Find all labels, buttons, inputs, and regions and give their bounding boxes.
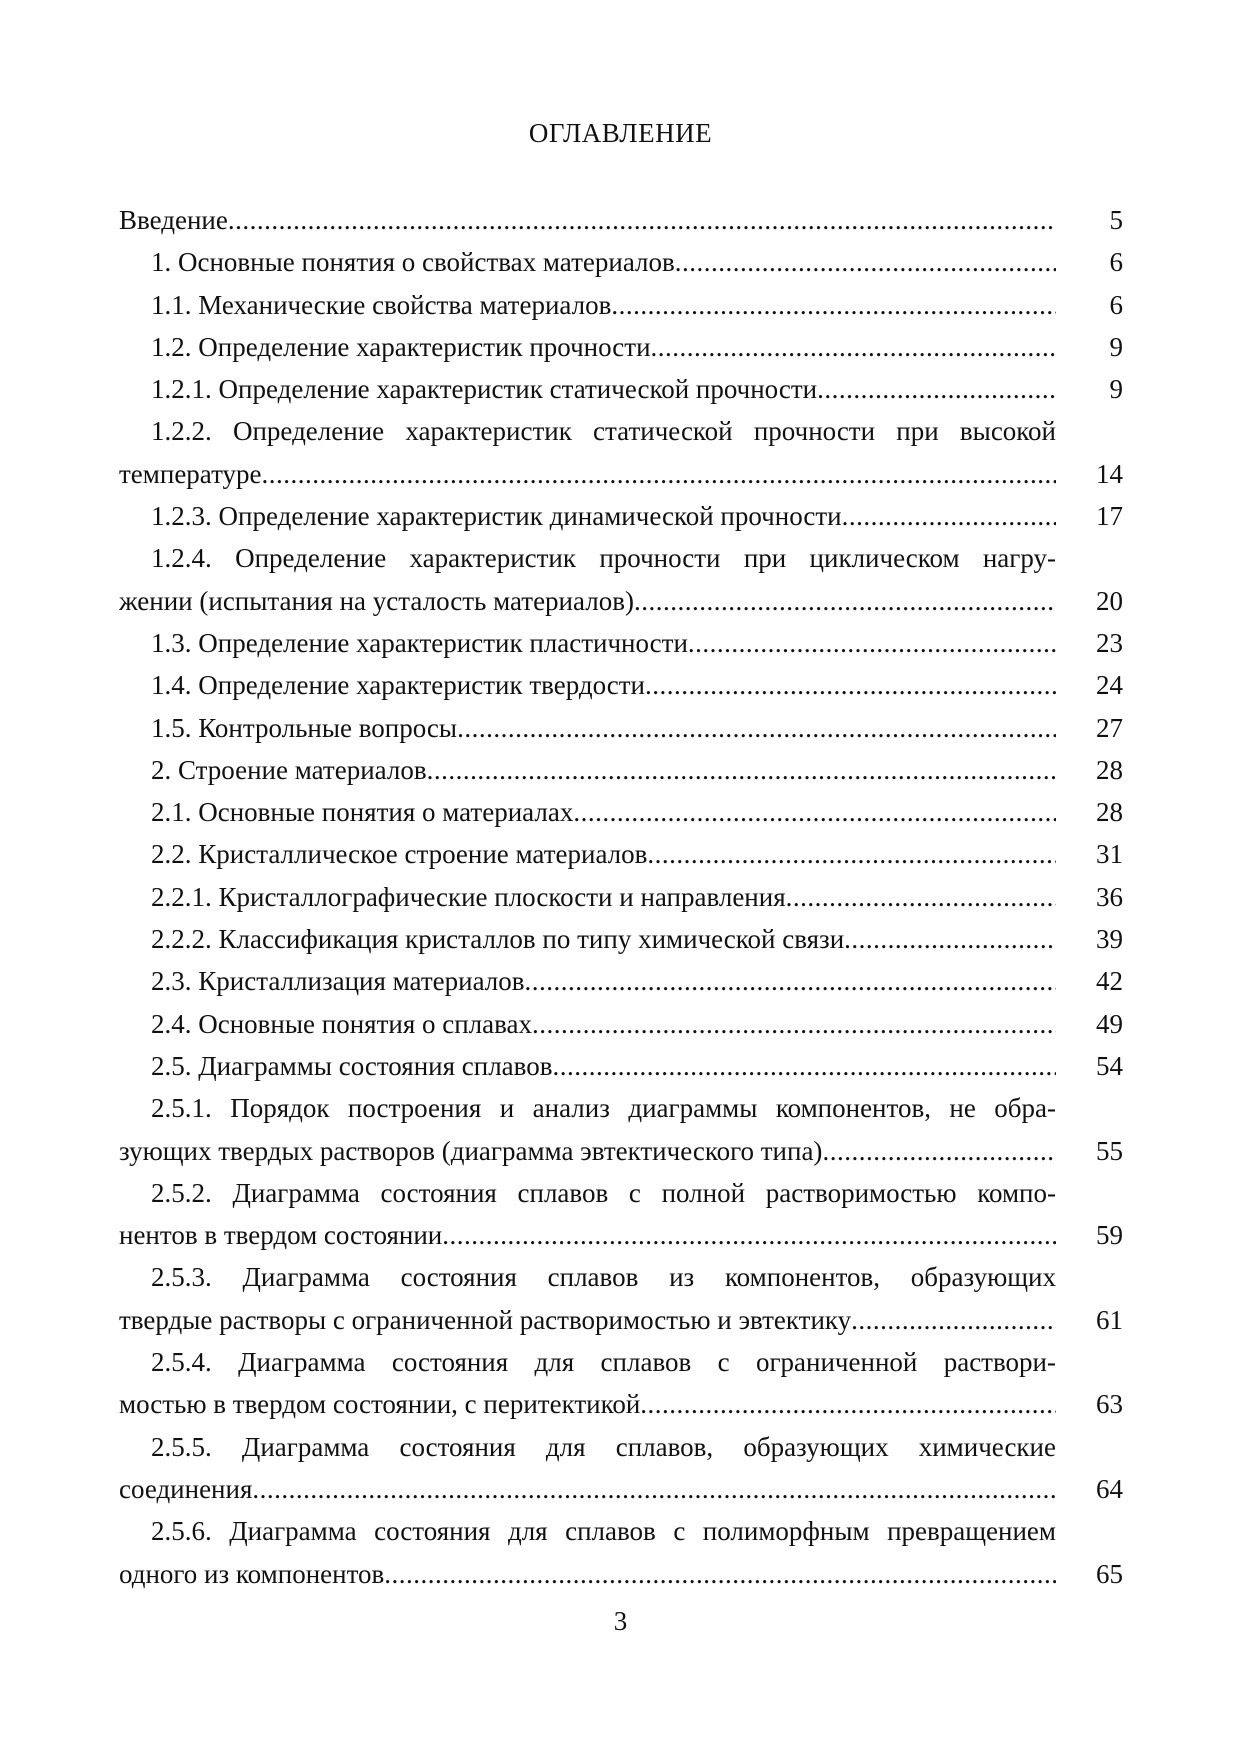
toc-entry-label: 1.2.1. Определение характеристик статической прочности [151,374,818,405]
toc-line [119,1172,1123,1214]
toc-entry[interactable] [119,833,1123,875]
toc-entry[interactable] [119,876,1123,918]
toc-line [119,1383,1123,1425]
toc-entry-label: одного из компонентов [119,1558,385,1589]
toc-entry-text [119,1510,1056,1552]
toc-page-spacer [1056,1510,1123,1552]
toc-entry[interactable] [119,622,1123,664]
page-number: 3 [613,1606,628,1636]
toc-page-number: 59 [1096,1220,1123,1251]
table-of-contents [119,199,1123,1595]
toc-entry[interactable] [119,918,1123,960]
toc-page-number: 23 [1096,627,1123,658]
toc-page-number: 61 [1096,1304,1123,1335]
toc-page-spacer [1056,1087,1123,1129]
toc-page-number: 36 [1096,881,1123,912]
dot-leader [647,833,1056,875]
toc-entry-label: 1.5. Контрольные вопросы [151,712,458,743]
toc-line [119,833,1123,875]
toc-line [119,707,1123,749]
toc-entry-label: 2.2. Кристаллическое строение материалов [151,839,648,870]
toc-entry-label: нентов в твердом состоянии [119,1220,443,1251]
toc-line [119,1256,1123,1298]
toc-entry-label: твердые растворы с ограниченной растворимостью и эвтектику [119,1304,852,1335]
toc-entry[interactable] [119,199,1123,241]
toc-line [119,1510,1123,1552]
toc-page-number: 65 [1096,1558,1123,1589]
toc-entry-label: 1. Основные понятия о свойствах материалов [151,247,675,278]
toc-entry[interactable] [119,749,1123,791]
dot-leader [262,453,1056,495]
toc-entry-text [119,241,1056,283]
toc-entry[interactable] [119,1510,1123,1595]
toc-line [119,1468,1123,1510]
toc-entry-text [119,1172,1056,1214]
toc-page-number: 42 [1096,966,1123,997]
toc-entry-label: соединения [119,1473,253,1504]
dot-leader [817,368,1056,410]
toc-entry-text [119,876,1056,918]
toc-page-number: 9 [1109,374,1123,405]
toc-entry-label: зующих твердых растворов (диаграмма эвтектического типа) [119,1135,823,1166]
toc-line [119,1003,1123,1045]
toc-line [119,453,1123,495]
toc-page-number: 55 [1096,1135,1123,1166]
toc-entry-text [119,664,1056,706]
dot-leader [675,241,1056,283]
toc-entry-label: 2.5.1. Порядок построения и анализ диаграммы компонентов, не обра- [151,1093,1056,1124]
toc-page-number: 6 [1109,247,1123,278]
toc-entry[interactable] [119,707,1123,749]
toc-entry-label: 2.2.1. Кристаллографические плоскости и направления [151,881,786,912]
dot-leader [634,580,1056,622]
toc-entry[interactable] [119,664,1123,706]
toc-entry-text [119,1214,1056,1256]
toc-entry-label: 2.5.6. Диаграмма состояния для сплавов с полиморфным превращением [151,1516,1056,1547]
toc-entry[interactable] [119,1341,1123,1426]
toc-page-number: 39 [1096,924,1123,955]
toc-page-number: 63 [1096,1389,1123,1420]
toc-line [119,410,1123,452]
toc-entry-label: 2.3. Кристаллизация материалов [151,966,525,997]
toc-entry-label: 1.3. Определение характеристик пластичности [151,627,688,658]
toc-page-spacer [1056,1426,1123,1468]
toc-entry-text [119,1426,1056,1468]
toc-page-spacer [1056,1256,1123,1298]
toc-entry-text [119,1130,1056,1172]
toc-entry-label: 2. Строение материалов [151,754,427,785]
toc-entry-text [119,749,1056,791]
toc-page-spacer [1056,410,1123,452]
toc-entry-label: температуре [119,458,262,489]
toc-page-number: 27 [1096,712,1123,743]
toc-page-number: 24 [1096,670,1123,701]
toc-entry[interactable] [119,1426,1123,1511]
toc-entry-text [119,791,1056,833]
toc-entry[interactable] [119,410,1123,495]
toc-page-number: 9 [1109,331,1123,362]
toc-entry[interactable] [119,1087,1123,1172]
dot-leader [573,791,1056,833]
dot-leader [688,622,1056,664]
toc-entry-label: 1.2.4. Определение характеристик прочности при циклическом нагру- [151,543,1056,574]
toc-page-number: 54 [1096,1050,1123,1081]
toc-page-number: 6 [1109,289,1123,320]
toc-page-number: 49 [1096,1008,1123,1039]
toc-entry-text [119,453,1056,495]
toc-entry-text [119,1045,1056,1087]
toc-line [119,284,1123,326]
toc-entry-text [119,580,1056,622]
toc-page-number: 28 [1096,754,1123,785]
toc-entry-text [119,1299,1056,1341]
toc-line [119,326,1123,368]
toc-entry-text [119,707,1056,749]
toc-page-spacer [1056,537,1123,579]
dot-leader [844,918,1056,960]
dot-leader [457,707,1056,749]
toc-entry-label: 1.2.2. Определение характеристик статической прочности при высокой [151,416,1056,447]
toc-line [119,1087,1123,1129]
page-title: ОГЛАВЛЕНИЕ [528,118,713,148]
toc-entry-text [119,284,1056,326]
toc-entry-text [119,326,1056,368]
toc-entry-label: 1.2.3. Определение характеристик динамической прочности [151,501,842,532]
dot-leader [252,1468,1056,1510]
toc-entry-label: 2.5.3. Диаграмма состояния сплавов из компонентов, образующих [151,1262,1056,1293]
dot-leader [851,1299,1056,1341]
toc-entry-label: 2.1. Основные понятия о материалах [151,797,574,828]
toc-entry[interactable] [119,495,1123,537]
toc-entry-text [119,1256,1056,1298]
toc-line [119,622,1123,664]
toc-entry-text [119,833,1056,875]
toc-entry-text [119,1468,1056,1510]
toc-line [119,1130,1123,1172]
toc-entry[interactable] [119,326,1123,368]
toc-line [119,960,1123,1002]
dot-leader [532,1003,1056,1045]
dot-leader [525,960,1056,1002]
dot-leader [552,1045,1056,1087]
toc-line [119,1045,1123,1087]
toc-line [119,749,1123,791]
toc-entry-text [119,1341,1056,1383]
toc-entry-text [119,410,1056,452]
toc-line [119,580,1123,622]
toc-entry-label: 1.2. Определение характеристик прочности [151,331,651,362]
toc-line [119,199,1123,241]
toc-page-number: 31 [1096,839,1123,870]
toc-entry[interactable] [119,1256,1123,1341]
toc-entry-label: жении (испытания на усталость материалов) [119,585,634,616]
toc-entry[interactable] [119,284,1123,326]
toc-page-number: 17 [1096,501,1123,532]
toc-entry-label: 2.5. Диаграммы состояния сплавов [151,1050,553,1081]
toc-line [119,495,1123,537]
toc-entry[interactable] [119,791,1123,833]
toc-line [119,1214,1123,1256]
dot-leader [822,1130,1056,1172]
dot-leader [786,876,1056,918]
dot-leader [228,199,1056,241]
toc-page-number: 28 [1096,797,1123,828]
toc-entry[interactable] [119,537,1123,622]
toc-entry-label: 2.5.5. Диаграмма состояния для сплавов, образующих химические [151,1431,1056,1462]
toc-line [119,1341,1123,1383]
toc-line [119,241,1123,283]
toc-line [119,537,1123,579]
toc-line [119,664,1123,706]
toc-entry-text [119,918,1056,960]
dot-leader [842,495,1056,537]
toc-page-number: 5 [1109,205,1123,235]
toc-entry-text [119,537,1056,579]
toc-page-spacer [1056,1341,1123,1383]
toc-line [119,368,1123,410]
toc-entry-text [119,495,1056,537]
toc-entry-label: 2.5.4. Диаграмма состояния для сплавов с ограниченной раствори- [151,1347,1056,1378]
toc-entry-label: 1.1. Механические свойства материалов [151,289,612,320]
toc-entry-text [119,1383,1056,1425]
toc-entry[interactable] [119,1003,1123,1045]
toc-line [119,876,1123,918]
toc-page-number: 14 [1096,458,1123,489]
toc-entry-text [119,199,1056,241]
toc-entry-label: Введение [119,205,228,235]
toc-page-spacer [1056,1172,1123,1214]
toc-entry-text [119,622,1056,664]
toc-entry-label: 1.4. Определение характеристик твердости [151,670,646,701]
toc-page-number: 64 [1096,1473,1123,1504]
dot-leader [442,1214,1056,1256]
toc-entry[interactable] [119,368,1123,410]
toc-line [119,1553,1123,1595]
toc-line [119,918,1123,960]
dot-leader [640,1383,1056,1425]
toc-entry-label: 2.2.2. Классификация кристаллов по типу химической связи [151,924,845,955]
toc-line [119,1299,1123,1341]
toc-page-number: 20 [1096,585,1123,616]
toc-entry-text [119,960,1056,1002]
toc-entry[interactable] [119,1172,1123,1257]
dot-leader [611,284,1056,326]
toc-entry-label: мостью в твердом состоянии, с перитектикой [119,1389,641,1420]
toc-entry-text [119,368,1056,410]
toc-entry[interactable] [119,960,1123,1002]
toc-entry-text [119,1553,1056,1595]
toc-entry-label: 2.4. Основные понятия о сплавах [151,1008,533,1039]
dot-leader [645,664,1056,706]
toc-entry[interactable] [119,241,1123,283]
toc-entry-text [119,1003,1056,1045]
toc-line [119,1426,1123,1468]
toc-entry-label: 2.5.2. Диаграмма состояния сплавов с полной растворимостью компо- [151,1177,1056,1208]
toc-entry[interactable] [119,1045,1123,1087]
dot-leader [384,1553,1056,1595]
toc-entry-text [119,1087,1056,1129]
dot-leader [427,749,1056,791]
dot-leader [651,326,1056,368]
toc-line [119,791,1123,833]
